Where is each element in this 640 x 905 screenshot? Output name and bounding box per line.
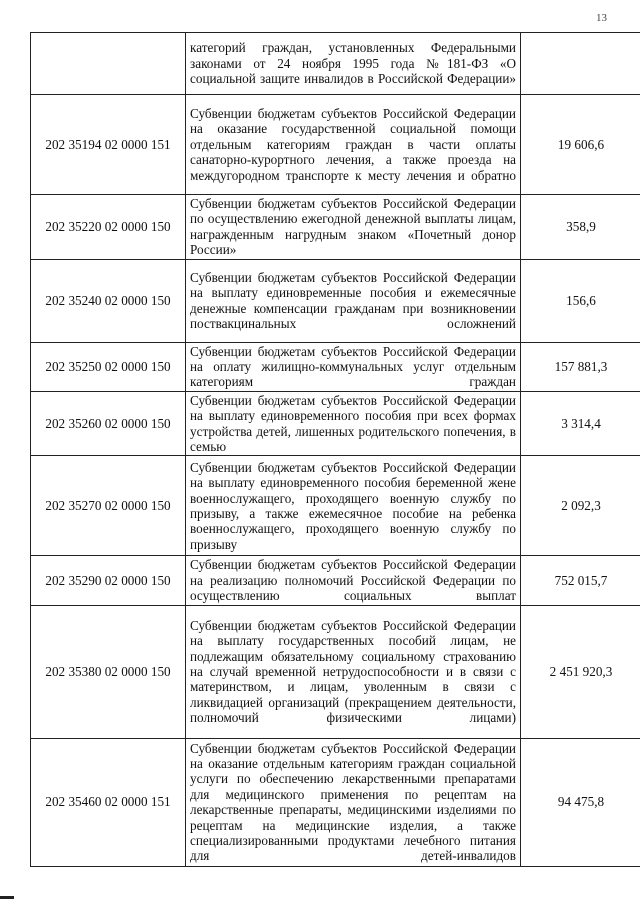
- table-row: [31, 259, 640, 342]
- amount-cell: 2 451 920,3: [521, 605, 640, 738]
- budget-code-cell: 202 35460 02 0000 151: [31, 738, 186, 866]
- amount-cell: 157 881,3: [521, 342, 640, 391]
- budget-code-cell: 202 35260 02 0000 150: [31, 391, 186, 456]
- table-row: [31, 605, 640, 738]
- budget-code-cell: 202 35380 02 0000 150: [31, 605, 186, 738]
- description-cell: Субвенции бюджетам субъектов Российской Федерации на реализацию полномочий Российской Федерации по осуществлению социальных выплат: [186, 556, 521, 605]
- budget-code-cell: 202 35270 02 0000 150: [31, 456, 186, 556]
- page-number: 13: [596, 12, 607, 24]
- budget-code-cell: 202 35240 02 0000 150: [31, 259, 186, 342]
- table-row: [31, 391, 640, 456]
- amount-cell: 156,6: [521, 259, 640, 342]
- description-cell: Субвенции бюджетам субъектов Российской Федерации на оказание отдельным категориям граждан социальной услуги по обеспечению лекарственными препаратами для медицинского применения по рецептам на лекарственные препараты, медицинскими изделиями по рецептам на медицинские изделия, а также специализированными продуктами лечебного питания для детей-инвалидов: [186, 738, 521, 866]
- description-cell: Субвенции бюджетам субъектов Российской Федерации на выплату единовременного пособия беременной жене военнослужащего, проходящего военную службу по призыву, а также ежемесячное пособие на ребенка военнослужащего, проходящего военную службу по призыву: [186, 456, 521, 556]
- budget-code-cell: 202 35194 02 0000 151: [31, 95, 186, 195]
- amount-cell: 94 475,8: [521, 738, 640, 866]
- amount-cell: 2 092,3: [521, 456, 640, 556]
- description-cell: Субвенции бюджетам субъектов Российской Федерации на выплату единовременные пособия и ежемесячные денежные компенсации гражданам при возникновении поствакцинальных осложнений: [186, 259, 521, 342]
- table-row: [31, 456, 640, 556]
- budget-code-cell: [31, 33, 186, 95]
- description-cell: Субвенции бюджетам субъектов Российской Федерации на оказание государственной социальной помощи отдельным категориям граждан в части оплаты санаторно-курортного лечения, а также проезда на междугородном транспорте к месту лечения и обратно: [186, 95, 521, 195]
- amount-cell: 19 606,6: [521, 95, 640, 195]
- scan-edge-mark: [0, 896, 14, 899]
- table-row: [31, 342, 640, 391]
- amount-cell: 3 314,4: [521, 391, 640, 456]
- description-cell: Субвенции бюджетам субъектов Российской Федерации по осуществлению ежегодной денежной выплаты лицам, награжденным нагрудным знаком «Почетный донор России»: [186, 195, 521, 260]
- description-cell: категорий граждан, установленных Федеральными законами от 24 ноября 1995 года №181-ФЗ «О социальной защите инвалидов в Российской Федерации»: [186, 33, 521, 95]
- amount-cell: 358,9: [521, 195, 640, 260]
- budget-code-cell: 202 35290 02 0000 150: [31, 556, 186, 605]
- budget-table: [30, 32, 640, 867]
- table-row: [31, 556, 640, 605]
- amount-cell: [521, 33, 640, 95]
- budget-code-cell: 202 35250 02 0000 150: [31, 342, 186, 391]
- description-cell: Субвенции бюджетам субъектов Российской Федерации на выплату единовременного пособия при всех формах устройства детей, лишенных родительского попечения, в семью: [186, 391, 521, 456]
- amount-cell: 752 015,7: [521, 556, 640, 605]
- table-row: [31, 738, 640, 866]
- description-cell: Субвенции бюджетам субъектов Российской Федерации на выплату государственных пособий лицам, не подлежащим обязательному социальному страхованию на случай временной нетрудоспособности и в связи с материнством, и лицам, уволенным в связи с ликвидацией организаций (прекращением деятельности, полномочий физическими лицами): [186, 605, 521, 738]
- description-cell: Субвенции бюджетам субъектов Российской Федерации на оплату жилищно-коммунальных услуг отдельным категориям граждан: [186, 342, 521, 391]
- table-row: [31, 95, 640, 195]
- table-row: [31, 195, 640, 260]
- table-row: [31, 33, 640, 95]
- budget-code-cell: 202 35220 02 0000 150: [31, 195, 186, 260]
